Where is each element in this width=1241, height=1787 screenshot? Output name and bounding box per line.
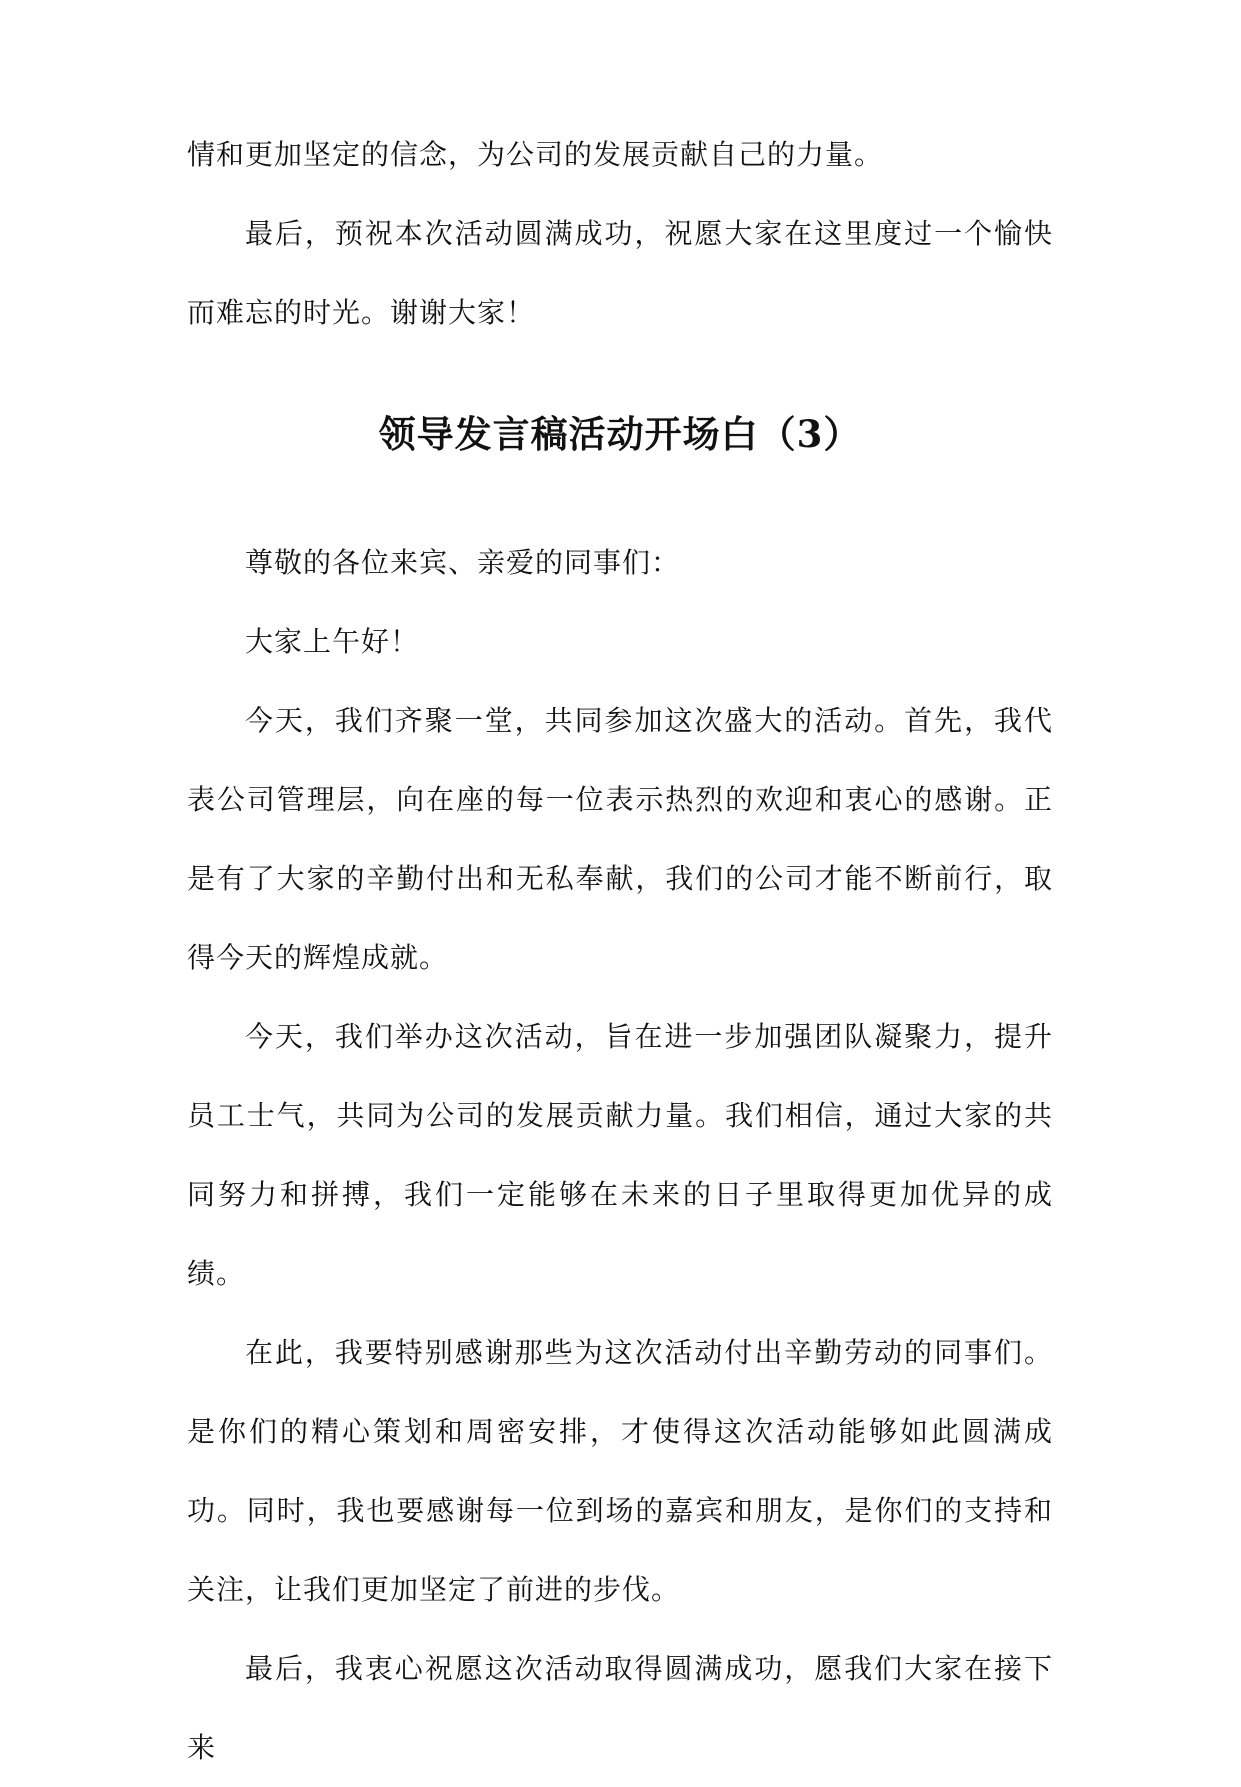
paragraph: 在此，我要特别感谢那些为这次活动付出辛勤劳动的同事们。是你们的精心策划和周密安排，才使得这次活动能够如此圆满成功。同时，我也要感谢每一位到场的嘉宾和朋友，是你们的支持和关注，让我们更加坚定了前进的步伐。	[187, 1336, 1053, 1606]
paragraph: 今天，我们齐聚一堂，共同参加这次盛大的活动。首先，我代表公司管理层，向在座的每一位表示热烈的欢迎和衷心的感谢。正是有了大家的辛勤付出和无私奉献，我们的公司才能不断前行，取得今天的辉煌成就。	[187, 704, 1053, 974]
document-title: 领导发言稿活动开场白（3）	[378, 412, 862, 456]
paragraph: 最后，预祝本次活动圆满成功，祝愿大家在这里度过一个愉快而难忘的时光。谢谢大家！	[187, 217, 1053, 329]
paragraph: 今天，我们举办这次活动，旨在进一步加强团队凝聚力，提升员工士气，共同为公司的发展贡献力量。我们相信，通过大家的共同努力和拼搏，我们一定能够在未来的日子里取得更加优异的成绩。	[187, 1020, 1053, 1290]
paragraph: 情和更加坚定的信念，为公司的发展贡献自己的力量。	[187, 138, 884, 171]
paragraph: 最后，我衷心祝愿这次活动取得圆满成功，愿我们大家在接下来	[187, 1652, 1053, 1764]
continuation-section	[187, 115, 1053, 352]
salutation: 尊敬的各位来宾、亲爱的同事们：	[245, 546, 681, 579]
speech-body	[187, 523, 1053, 1787]
greeting: 大家上午好！	[245, 625, 420, 658]
